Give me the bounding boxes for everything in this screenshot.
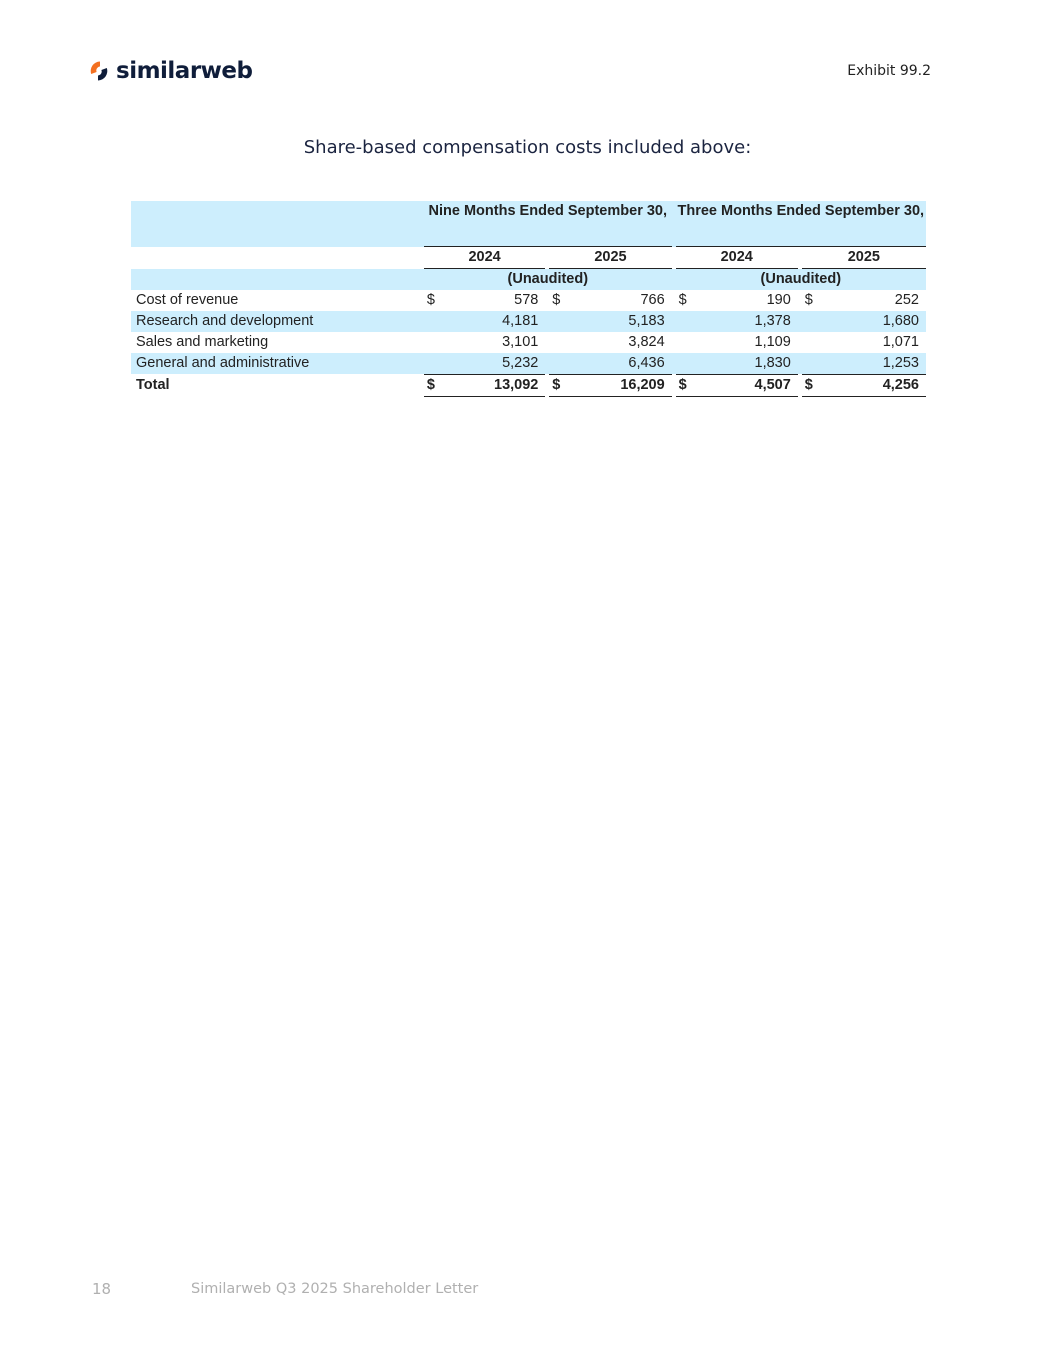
row-label: Cost of revenue	[136, 292, 239, 308]
similarweb-mark-icon	[88, 60, 110, 82]
currency-symbol	[549, 353, 576, 374]
group-header-three-months: Three Months Ended September 30,	[676, 201, 926, 247]
currency-symbol	[676, 353, 703, 374]
table-row	[131, 332, 926, 353]
total-row	[131, 374, 926, 397]
year-header: 2024	[424, 247, 545, 269]
currency-symbol: $	[549, 374, 576, 397]
currency-symbol: $	[804, 292, 813, 308]
value-cell: 1,378	[754, 313, 791, 329]
group-header-nine-months: Nine Months Ended September 30,	[424, 201, 672, 247]
currency-symbol	[424, 311, 451, 332]
value-cell: 3,101	[502, 334, 539, 350]
value-cell: 16,209	[576, 374, 672, 397]
exhibit-label: Exhibit 99.2	[847, 63, 931, 79]
table-body	[131, 290, 926, 397]
currency-symbol	[676, 332, 703, 353]
value-cell: 1,109	[754, 334, 791, 350]
similarweb-logo	[88, 58, 252, 84]
value-cell: 4,181	[502, 313, 539, 329]
currency-symbol	[549, 311, 576, 332]
value-cell: 1,680	[882, 313, 919, 329]
value-cell: 5,232	[502, 355, 539, 371]
currency-symbol	[676, 311, 703, 332]
value-cell: 4,256	[828, 374, 926, 397]
currency-symbol: $	[678, 292, 687, 308]
currency-symbol	[549, 332, 576, 353]
row-label: General and administrative	[136, 355, 310, 371]
row-label: Total	[136, 377, 170, 393]
currency-symbol	[802, 353, 829, 374]
value-cell: 252	[894, 292, 919, 308]
brand-name: similarweb	[116, 58, 253, 84]
year-header: 2025	[549, 247, 671, 269]
currency-symbol: $	[802, 374, 829, 397]
share-based-compensation-table	[131, 201, 926, 397]
currency-symbol	[424, 353, 451, 374]
currency-symbol: $	[552, 292, 561, 308]
currency-symbol	[802, 311, 829, 332]
currency-symbol: $	[424, 374, 451, 397]
value-cell: 3,824	[628, 334, 665, 350]
table-row	[131, 353, 926, 374]
table-row	[131, 311, 926, 332]
value-cell: 4,507	[702, 374, 798, 397]
value-cell: 6,436	[628, 355, 665, 371]
value-cell: 5,183	[628, 313, 665, 329]
currency-symbol: $	[676, 374, 703, 397]
value-cell: 1,071	[882, 334, 919, 350]
section-title: Share-based compensation costs included above:	[303, 137, 752, 158]
table-row	[131, 290, 926, 311]
value-cell: 13,092	[450, 374, 545, 397]
year-header: 2025	[802, 247, 926, 269]
value-cell: 1,830	[754, 355, 791, 371]
value-cell: 578	[514, 292, 539, 308]
row-label: Research and development	[136, 313, 314, 329]
currency-symbol	[802, 332, 829, 353]
year-header: 2024	[676, 247, 798, 269]
currency-symbol: $	[426, 292, 435, 308]
row-label: Sales and marketing	[136, 334, 269, 350]
page-number: 18	[92, 1280, 112, 1298]
value-cell: 766	[640, 292, 665, 308]
unaudited-label: (Unaudited)	[507, 271, 589, 287]
footer-text: Similarweb Q3 2025 Shareholder Letter	[191, 1281, 479, 1297]
value-cell: 190	[766, 292, 791, 308]
unaudited-label: (Unaudited)	[760, 271, 842, 287]
value-cell: 1,253	[882, 355, 919, 371]
currency-symbol	[424, 332, 451, 353]
